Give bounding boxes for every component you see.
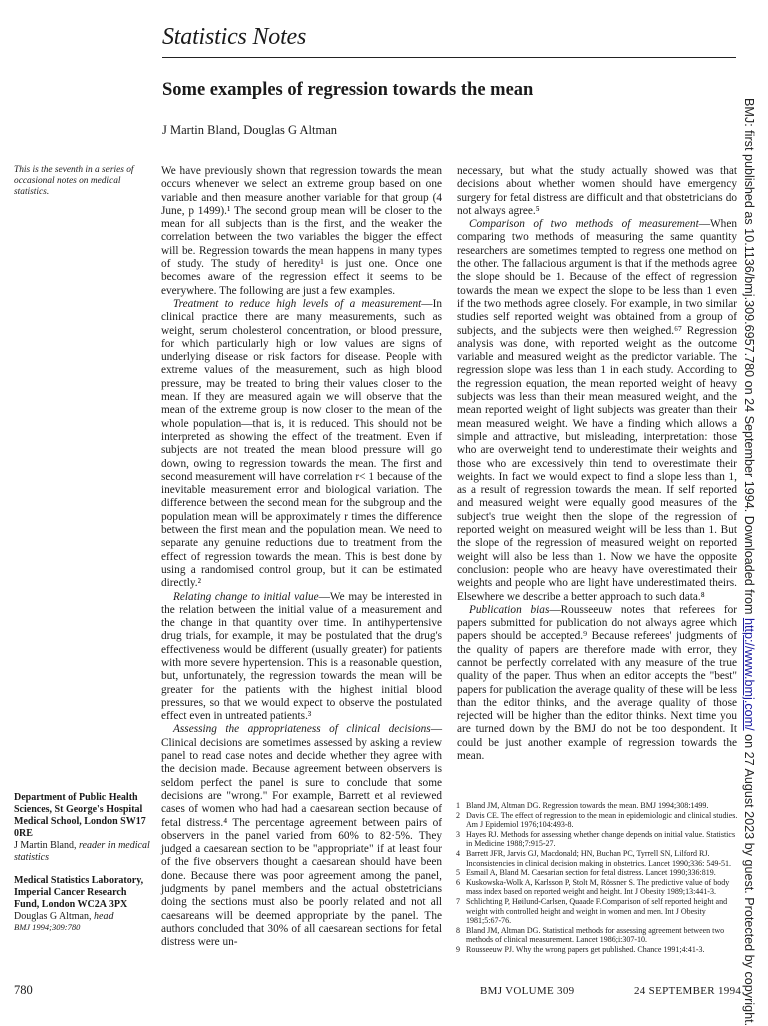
reference-text: Schlichting P, Høilund-Carlsen, Quaade F.Comparison of self reported height and weight with controlled height and weight in women and men. Int J Obesity 1981;5:67-76. <box>466 896 728 926</box>
author-title: head <box>94 911 114 922</box>
paragraph <box>161 723 442 949</box>
section-title: Statistics Notes <box>162 24 307 50</box>
reference-number: 4 <box>456 848 460 858</box>
reference-number: 8 <box>456 925 460 935</box>
paragraph <box>457 604 737 764</box>
side-banner-text: BMJ: first published as 10.1136/bmj.309.6957.780 on 24 September 1994. Downloaded from <box>742 98 756 618</box>
page-number: 780 <box>14 983 33 997</box>
reference-text: Barrett JFR, Jarvis GJ, Macdonald; HN, Buchan PC, Tyrrell SN, Lilford RJ. Inconsistencies in clinical decision making in obstetrics. Lancet 1990;336: 549-51. <box>466 848 732 868</box>
author-name: J Martin Bland, <box>14 840 77 851</box>
side-banner-link[interactable]: http://www.bmj.com/ <box>742 617 756 731</box>
side-banner-text: on 27 August 2023 by guest. Protected by copyright. <box>742 730 756 1026</box>
section-heading: Publication bias <box>469 603 550 616</box>
footer-journal: BMJ VOLUME 309 <box>480 985 575 997</box>
footer-date: 24 SEPTEMBER 1994 <box>634 985 742 997</box>
reference-item <box>456 811 738 830</box>
authors: J Martin Bland, Douglas G Altman <box>162 123 337 137</box>
paragraph <box>161 298 442 591</box>
section-heading: Treatment to reduce high levels of a measurement <box>173 297 422 310</box>
author-name: Douglas G Altman, <box>14 911 92 922</box>
reference-item <box>456 830 738 849</box>
citation: BMJ 1994;309:780 <box>14 922 81 932</box>
reference-text: Davis CE. The effect of regression to the mean in epidemiologic and clinical studies. Am J Epidemiol 1976;104:493-8. <box>466 810 738 830</box>
article-title: Some examples of regression towards the mean <box>162 80 534 100</box>
paragraph-text: —We may be interested in the relation between the initial value of a measurement and the change in that quantity over time. In antihypertensive drug trials, for example, it may be postulated that the drug's effectiveness would be different (usually greater) for patients with more severe hypertension. This is a reasonable question, but, unfortunately, the regression towards the mean will be greater for the patients with the highest initial blood pressures, so that we would expect to observe the postulated effect even in untreated patients.³ <box>161 590 442 723</box>
reference-item <box>456 868 738 878</box>
reference-item <box>456 945 738 955</box>
section-heading: Comparison of two methods of measurement <box>469 218 699 231</box>
reference-number: 3 <box>456 829 460 839</box>
paragraph-text: —Clinical decisions are sometimes assessed by asking a review panel to read case notes and decide whether they agree with the decision made. Because agreement between observers is seldom perfect the panel is sure to conclude that some decisions are "wrong." For example, Barrett et al reviewed cases of women who had had a caesarean section because of fetal distress.⁴ The percentage agreement between pairs of observers in the panel varied from 60% to 82·5%. They judged a caesarean section to be "appropriate" if at least four of the five observers thought a caesarean should have been done. Because there was poor agreement among the panel, judgments by panel members and the actual obstetricians doing the sections must also be poorly related and not all caesareans will be deemed appropriate by the panel. The authors concluded that 30% of all caesarean sections for fetal distress were un- <box>161 723 442 949</box>
right-column <box>457 165 737 763</box>
section-heading: Assessing the appropriateness of clinical decisions <box>173 723 431 736</box>
paragraph <box>457 165 737 218</box>
reference-text: Esmail A, Bland M. Caesarian section for fetal distress. Lancet 1990;336:819. <box>466 868 716 878</box>
affiliation-block <box>14 792 152 864</box>
section-heading: Relating change to initial value <box>173 590 319 603</box>
series-note: This is the seventh in a series of occasional notes on medical statistics. <box>14 165 134 197</box>
paragraph-text: —In clinical practice there are many measurements, such as weight, serum cholesterol concentration, or blood pressure, for which particularly high or low values are signs of underlying disease or risk factors for disease. People with extreme values of the measurement, such as high blood pressure, may be treated to bring their values closer to the mean. If they are measured again we will observe that the mean of the extreme group is now closer to the mean of the whole population—that is, it is reduced. This should not be interpreted as showing the effect of the treatment. Even if subjects are not treated the mean blood pressure will go down, owing to regression towards the mean. The first and second measurement will have correlation r< 1 because of the inevitable measurement error and biological variation. The difference between the second mean for the subgroup and the population mean will be approximately r times the difference between the first mean and the population mean. We need to separate any genuine reductions due to treatment from the effect of regression towards the mean. This is best done by using a randomised control group, but it can be estimated directly.² <box>161 297 442 590</box>
reference-item <box>456 897 738 926</box>
title-rule <box>162 57 736 58</box>
reference-text: Kuskowska-Wolk A, Karlsson P, Stolt M, Rössner S. The predictive value of body mass index based on reported weight and height. Int J Obesity 1989;13:441-3. <box>466 877 730 897</box>
paragraph-text: —Rousseeuw notes that referees for papers submitted for publication do not always agree which papers should be accepted.⁹ Because referees' judgments of the quality of papers are therefore made with error, they cannot be perfectly correlated with any measure of the true quality of the paper. Thus when an editor accepts the "best" papers for publication the average quality of these will be less than the editor thinks, and the average quality of those rejected will be higher than the editor thinks. Next time you are turned down by the BMJ do not be too despondent. It could be just another example of regression towards the mean. <box>457 603 737 763</box>
affiliation-block <box>14 875 152 923</box>
reference-item <box>456 801 738 811</box>
paragraph <box>457 218 737 604</box>
author-role <box>14 840 152 864</box>
reference-item <box>456 849 738 868</box>
side-banner <box>740 98 756 1026</box>
author-title: reader in medical statistics <box>14 840 150 863</box>
paragraph-text: —When comparing two methods of measuring the same quantity researchers are sometimes tempted to regress one method on the other. The fallacious argument is that if the methods agree the slope should be 1. Because of the effect of regression towards the mean we expect the slope to be less than 1 even if the two methods agree closely. For example, in two similar studies self reported weight was obtained from a group of subjects, and the subjects were then weighed.⁶⁷ Regression analysis was done, with reported weight as the outcome variable and measured weight as the predictor variable. The regression slope was less than 1 in each study. According to the regression equation, the mean reported weight of heavy subjects was less than their mean measured weight, and the mean reported weight of light subjects was greater than their mean measured weight. We have a finding which allows a simple and attractive, but misleading, interpretation: those who are overweight tend to underestimate their weights and those who are excessively thin tend to overestimate their weights. In fact we would expect to find a slope less than 1, as a result of regression towards the mean. If self reported and measured weight were equally good measures of the subject's true weight then the slope of the regression of reported weight on measured weight will be less than 1. But the slope of the regression of measured weight on reported weight will also be less than 1. Now we have the opposite conclusion: people who are heavy have overestimated their weights and people who are light have underestimated theirs. Elsewhere we describe a better approach to such data.⁸ <box>457 218 737 603</box>
reference-list <box>456 801 738 955</box>
paragraph <box>161 165 442 298</box>
author-affiliations <box>14 792 152 934</box>
reference-number: 1 <box>456 801 460 810</box>
reference-number: 5 <box>456 868 460 878</box>
reference-number: 9 <box>456 944 460 954</box>
paragraph-text: necessary, but what the study actually showed was that decisions about whether women should have emergency surgery for fetal distress are difficult and that obstetricians do not always agree.⁵ <box>457 165 737 217</box>
reference-item <box>456 878 738 897</box>
reference-text: Rousseeuw PJ. Why the wrong papers get published. Chance 1991;4:41-3. <box>466 944 705 954</box>
department-name: Medical Statistics Laboratory, Imperial Cancer Research Fund, London WC2A 3PX <box>14 875 144 910</box>
reference-number: 2 <box>456 810 460 820</box>
reference-text: Bland JM, Altman DG. Statistical methods for assessing agreement between two methods of clinical measurement. Lancet 1986;i:307-10. <box>466 925 725 945</box>
reference-number: 6 <box>456 877 460 887</box>
reference-item <box>456 926 738 945</box>
paragraph-text: We have previously shown that regression towards the mean occurs whenever we select an extreme group based on one variable and then measure another variable for that group (4 June, p 1499).¹ The second group mean will be closer to the mean for all subjects than is the first, and the weaker the correlation between the two variables the bigger the effect will be. Regression towards the mean happens in many types of study. The study of heredity¹ is just one. Once one becomes aware of the regression effect it seems to be everywhere. The following are just a few examples. <box>161 165 442 297</box>
reference-number: 7 <box>456 896 460 906</box>
department-name: Department of Public Health Sciences, St George's Hospital Medical School, London SW17 0RE <box>14 792 146 839</box>
left-column <box>161 165 442 950</box>
reference-text: Hayes RJ. Methods for assessing whether change depends on initial value. Statistics in Medicine 1988;7:915-27. <box>466 829 736 849</box>
reference-text: Bland JM, Altman DG. Regression towards the mean. BMJ 1994;308:1499. <box>466 801 709 810</box>
paragraph <box>161 591 442 724</box>
